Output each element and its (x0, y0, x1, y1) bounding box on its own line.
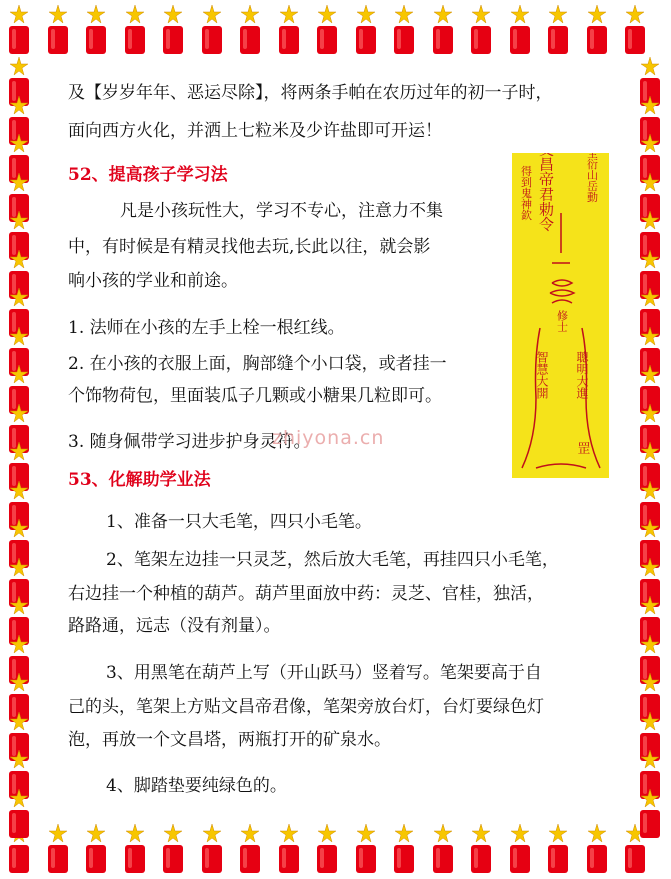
section-heading-53: 53、化解助学业法 (68, 470, 211, 490)
candle-icon (391, 4, 417, 60)
paragraph-line: 响小孩的学业和前途。 (68, 271, 238, 291)
step-line: 3、用黑笔在葫芦上写（开山跃马）竖着写。笔架要高于自 (106, 663, 542, 683)
intro-line: 面向西方火化，并洒上七粒米及少许盐即可开运！ (68, 121, 442, 141)
candle-icon (353, 4, 379, 60)
candle-icon (468, 823, 494, 879)
section-heading-52: 52、提高孩子学习法 (68, 165, 228, 185)
step-line: 1、准备一只大毛笔，四只小毛笔。 (106, 512, 372, 532)
talisman-image (512, 153, 609, 478)
step-line: 泡，再放一个文昌塔，两瓶打开的矿泉水。 (68, 730, 391, 750)
candle-icon (584, 823, 610, 879)
candle-icon (6, 788, 32, 844)
candle-border-bottom (0, 819, 671, 879)
paragraph-line: 中，有时候是有精灵找他去玩,长此以往，就会影 (68, 237, 431, 257)
candle-icon (45, 4, 71, 60)
candle-icon (430, 823, 456, 879)
candle-icon (584, 4, 610, 60)
candle-icon (314, 823, 340, 879)
talisman-text-left: 得到鬼神欽 (519, 165, 533, 221)
talisman-text-bottom-left: 智慧大開 (535, 351, 549, 399)
candle-border-top (0, 0, 671, 60)
talisman-text-bottom-right: 聰明大進 (575, 351, 589, 399)
candle-icon (237, 4, 263, 60)
list-item: 2. 在小孩的衣服上面，胸部缝个小口袋，或者挂一 (68, 354, 447, 374)
candle-icon (430, 4, 456, 60)
talisman-seal: 罡 (577, 442, 591, 457)
candle-icon (122, 4, 148, 60)
step-line: 4、脚踏垫要纯绿色的。 (106, 776, 287, 796)
candle-icon (545, 4, 571, 60)
candle-icon (199, 823, 225, 879)
list-item: 1. 法师在小孩的左手上栓一根红线。 (68, 318, 345, 338)
candle-icon (391, 823, 417, 879)
candle-icon (160, 4, 186, 60)
candle-icon (45, 823, 71, 879)
step-line: 右边挂一个种植的葫芦。葫芦里面放中药：灵芝、官桂，独活， (68, 584, 544, 604)
talisman-drawing (512, 153, 609, 478)
candle-icon (507, 823, 533, 879)
intro-line: 及【岁岁年年、恶运尽除】，将两条手帕在农历过年的初一子时， (68, 83, 553, 103)
candle-icon (507, 4, 533, 60)
candle-icon (637, 788, 663, 844)
list-item: 3. 随身佩带学习进步护身灵符。 (68, 432, 311, 452)
step-line: 2、笔架左边挂一只灵芝，然后放大毛笔，再挂四只小毛笔， (106, 550, 559, 570)
candle-icon (276, 4, 302, 60)
talisman-text-top: 奉文昌帝君勅令 (537, 153, 555, 232)
candle-icon (199, 4, 225, 60)
candle-border-left (0, 0, 40, 879)
watermark: zhiyona.cn (272, 427, 385, 449)
candle-icon (237, 823, 263, 879)
step-line: 己的头，笔架上方贴文昌帝君像，笔架旁放台灯，台灯要绿色灯 (68, 697, 544, 717)
candle-icon (160, 823, 186, 879)
candle-icon (83, 4, 109, 60)
candle-icon (353, 823, 379, 879)
candle-icon (276, 823, 302, 879)
candle-border-right (631, 0, 671, 879)
candle-icon (545, 823, 571, 879)
talisman-text-right: 全衍山岳動 (585, 153, 599, 203)
candle-icon (83, 823, 109, 879)
paragraph-line: 凡是小孩玩性大，学习不专心，注意力不集 (120, 201, 443, 221)
step-line: 路路通，远志（没有剂量）。 (68, 616, 281, 636)
candle-icon (468, 4, 494, 60)
candle-icon (122, 823, 148, 879)
talisman-text-center: 修士 (555, 310, 569, 332)
list-item: 个饰物荷包，里面装瓜子几颗或小糖果几粒即可。 (68, 386, 442, 406)
candle-icon (314, 4, 340, 60)
